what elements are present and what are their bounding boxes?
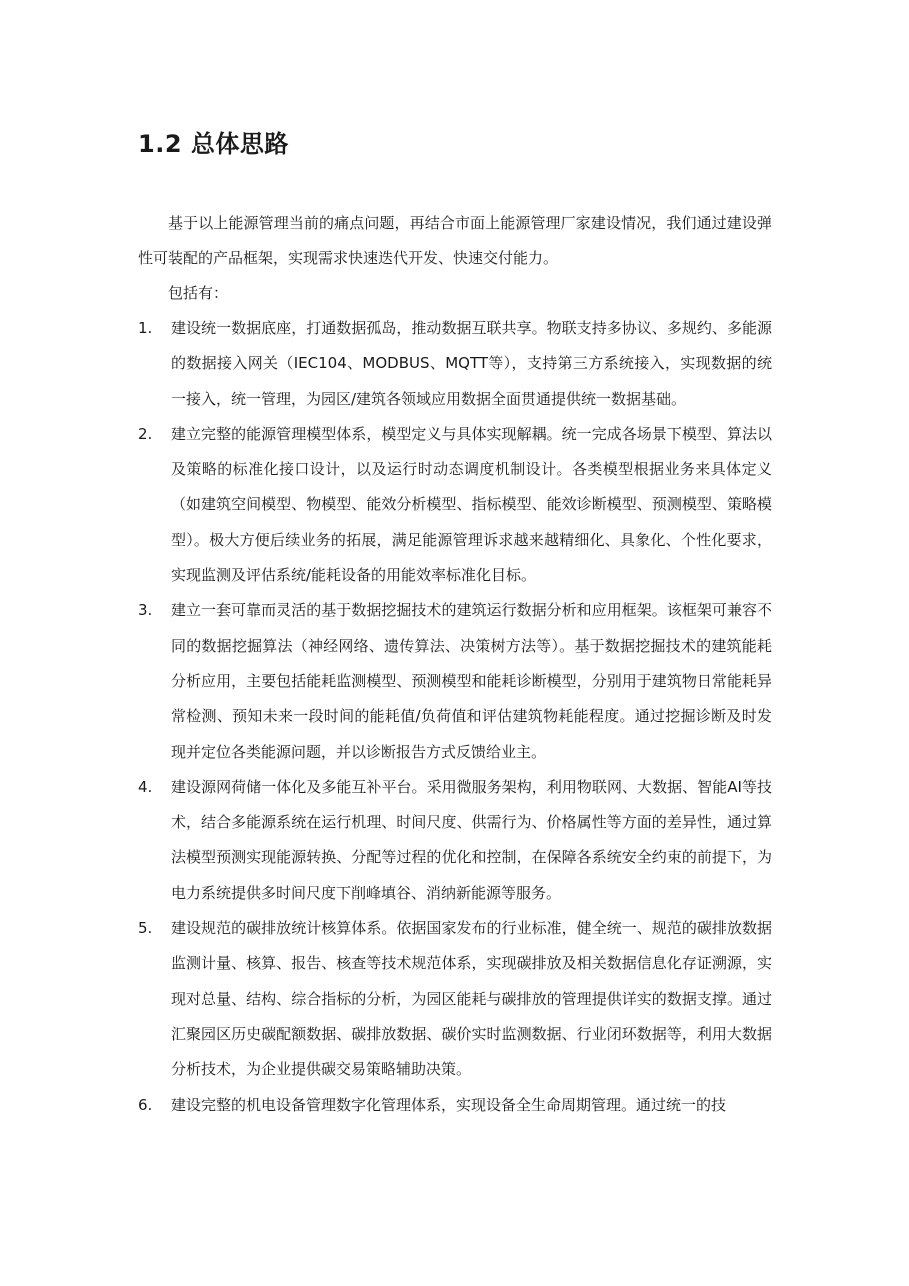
section-heading: 1.2 总体思路 [138,130,289,158]
list-item-number: 6. [138,1095,153,1114]
includes-label: 包括有： [168,284,229,302]
list-item [138,417,772,593]
list-item [138,1088,772,1123]
list-item-text: 建设统一数据底座，打通数据孤岛，推动数据互联共享。物联支持多协议、多规约、多能源的数据接入网关（IEC104、MODBUS、MQTT等），支持第三方系统接入，实现数据的统一接入，统一管理，为园区/建筑各领域应用数据全面贯通提供统一数据基础。 [171,319,772,408]
list-item-number: 1. [138,319,153,337]
list-item-text: 建立一套可靠而灵活的基于数据挖掘技术的建筑运行数据分析和应用框架。该框架可兼容不同的数据挖掘算法（神经网络、遗传算法、决策树方法等）。基于数据挖掘技术的建筑能耗分析应用，主要包括能耗监测模型、预测模型和能耗诊断模型，分别用于建筑物日常能耗异常检测、预知未来一段时间的能耗值/负荷值和评估建筑物耗能程度。通过挖掘诊断及时发现并定位各类能源问题，并以诊断报告方式反馈给业主。 [171,601,772,761]
list-item-number: 5. [138,919,153,938]
list-item-text: 建设完整的机电设备管理数字化管理体系，实现设备全生命周期管理。通过统一的技 [171,1095,727,1114]
list-item [138,770,772,911]
numbered-list [138,311,772,1123]
list-item [138,311,772,417]
intro-paragraph: 基于以上能源管理当前的痛点问题，再结合市面上能源管理厂家建设情况，我们通过建设弹性可装配的产品框架，实现需求快速迭代开发、快速交付能力。 [138,214,772,268]
list-item-number: 2. [138,424,153,443]
list-item-text: 建立完整的能源管理模型体系，模型定义与具体实现解耦。统一完成各场景下模型、算法以及策略的标准化接口设计，以及运行时动态调度机制设计。各类模型根据业务来具体定义（如建筑空间模型、物模型、能效分析模型、指标模型、能效诊断模型、预测模型、策略模型）。极大方便后续业务的拓展，满足能源管理诉求越来越精细化、具象化、个性化要求，实现监测及评估系统/能耗设备的用能效率标准化目标。 [171,424,772,585]
list-item [138,593,772,769]
list-item [138,911,772,1087]
list-item-text: 建设规范的碳排放统计核算体系。依据国家发布的行业标准，健全统一、规范的碳排放数据监测计量、核算、报告、核查等技术规范体系，实现碳排放及相关数据信息化存证溯源，实现对总量、结构、综合指标的分析，为园区能耗与碳排放的管理提供详实的数据支撑。通过汇聚园区历史碳配额数据、碳排放数据、碳价实时监测数据、行业闭环数据等，利用大数据分析技术，为企业提供碳交易策略辅助决策。 [171,919,772,1079]
list-item-number: 3. [138,601,153,620]
list-item-number: 4. [138,777,153,796]
list-item-text: 建设源网荷储一体化及多能互补平台。采用微服务架构，利用物联网、大数据、智能AI等技术，结合多能源系统在运行机理、时间尺度、供需行为、价格属性等方面的差异性，通过算法模型预测实现能源转换、分配等过程的优化和控制，在保障各系统安全约束的前提下，为电力系统提供多时间尺度下削峰填谷、消纳新能源等服务。 [171,777,772,902]
